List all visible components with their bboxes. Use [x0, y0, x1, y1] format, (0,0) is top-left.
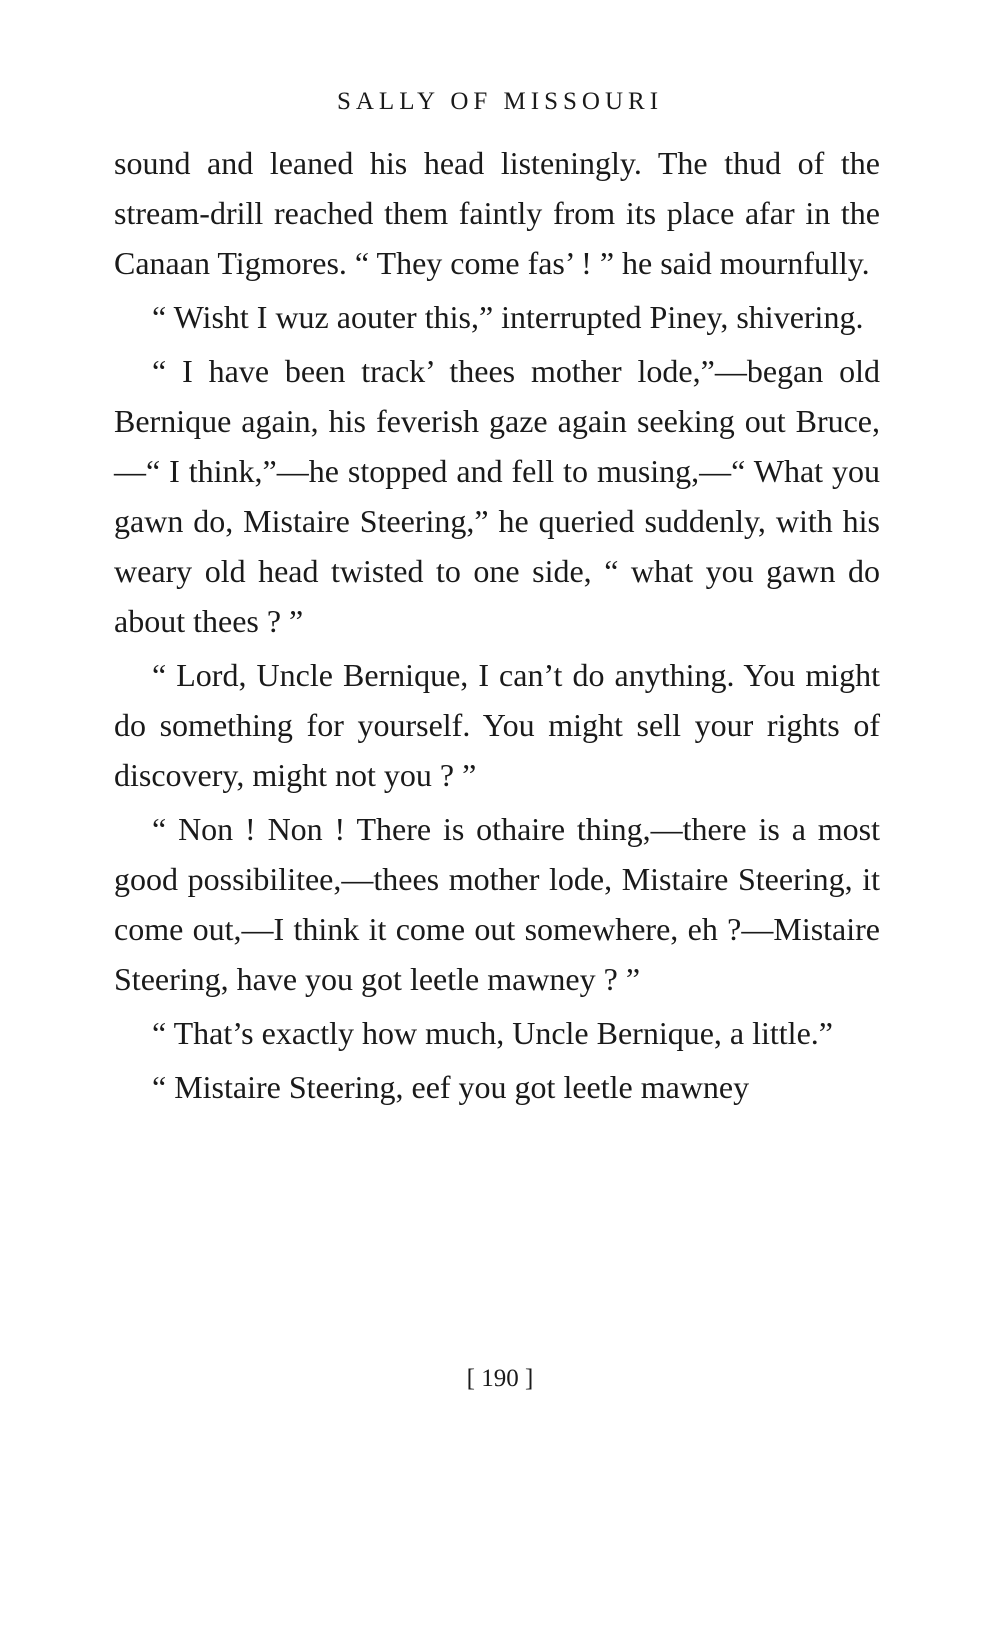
page-number: [ 190 ] — [466, 1365, 534, 1392]
body-text — [114, 138, 880, 1116]
paragraph: “ Non ! Non ! There is othaire thing,—there is a most good possibilitee,—thees mother lode, Mistaire Steering, it come out,—I think it come out somewhere, eh ?—Mistaire Steering, have you got leetle mawney ? ” — [114, 811, 880, 997]
paragraph: “ Lord, Uncle Bernique, I can’t do anything. You might do something for yourself. You might sell your rights of discovery, might not you ? ” — [114, 657, 880, 793]
paragraph: “ That’s exactly how much, Uncle Bernique, a little.” — [152, 1015, 833, 1051]
paragraph: “ Wisht I wuz aouter this,” interrupted Piney, shivering. — [152, 299, 864, 335]
paragraph: “ I have been track’ thees mother lode,”—began old Bernique again, his feverish gaze again seeking out Bruce,—“ I think,”—he stopped and fell to musing,—“ What you gawn do, Mistaire Steering,” he queried suddenly, with his weary old head twisted to one side, “ what you gawn do about thees ? ” — [114, 353, 880, 639]
running-head: SALLY OF MISSOURI — [336, 88, 664, 115]
paragraph: “ Mistaire Steering, eef you got leetle mawney — [152, 1069, 750, 1105]
paragraph: sound and leaned his head listeningly. The thud of the stream-drill reached them faintly from its place afar in the Canaan Tigmores. “ They come fas’ ! ” he said mournfully. — [114, 145, 880, 281]
